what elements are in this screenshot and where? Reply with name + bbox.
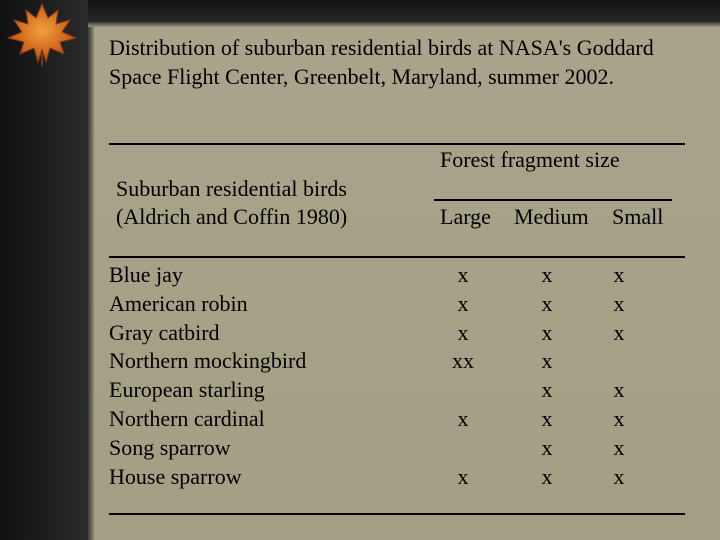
table-bottom-rule [109,513,685,515]
group-header: Forest fragment size [440,147,620,172]
cell-large: x [457,319,469,345]
species-name: Blue jay [109,262,183,287]
column-header-medium: Medium [514,204,589,229]
cell-medium: x [541,290,553,316]
cell-small: x [613,290,625,316]
top-shadow-edge [88,22,720,27]
left-dark-bar [0,0,88,540]
cell-medium: x [541,262,553,287]
group-header-underline [434,199,672,201]
column-header-large: Large [440,204,491,229]
cell-small: x [613,406,625,431]
column-header-small: Small [612,204,664,229]
cell-large: x [457,406,469,431]
species-name: Northern mockingbird [109,348,307,374]
species-name: Northern cardinal [109,406,265,431]
cell-medium: x [541,348,553,374]
species-name: American robin [109,290,248,316]
cell-large: xx [452,348,474,374]
left-header-line2: (Aldrich and Coffin 1980) [116,204,348,229]
cell-medium: x [541,406,553,431]
left-header-line1: Suburban residential birds [116,176,347,201]
cell-medium: x [541,319,553,345]
species-name: House sparrow [109,463,242,489]
cell-medium: x [541,463,553,489]
slide-title: Distribution of suburban residential birds at NASA's Goddard Space Flight Center, Greenbelt, Maryland, summer 2002. [109,35,654,89]
bar-shadow-edge [88,22,94,540]
cell-large: x [457,262,469,287]
top-dark-bar [88,0,720,22]
cell-small: x [613,262,625,287]
cell-medium: x [541,377,553,403]
cell-large: x [457,463,469,489]
cell-medium: x [541,434,553,460]
species-name: Gray catbird [109,319,220,345]
header-bottom-rule [109,256,685,258]
cell-small: x [613,377,625,403]
cell-large: x [457,290,469,316]
maple-leaf-icon [2,0,82,66]
cell-small: x [613,319,625,345]
species-name: European starling [109,377,265,403]
cell-small: x [613,434,625,460]
species-name: Song sparrow [109,434,231,460]
cell-small: x [613,463,625,489]
